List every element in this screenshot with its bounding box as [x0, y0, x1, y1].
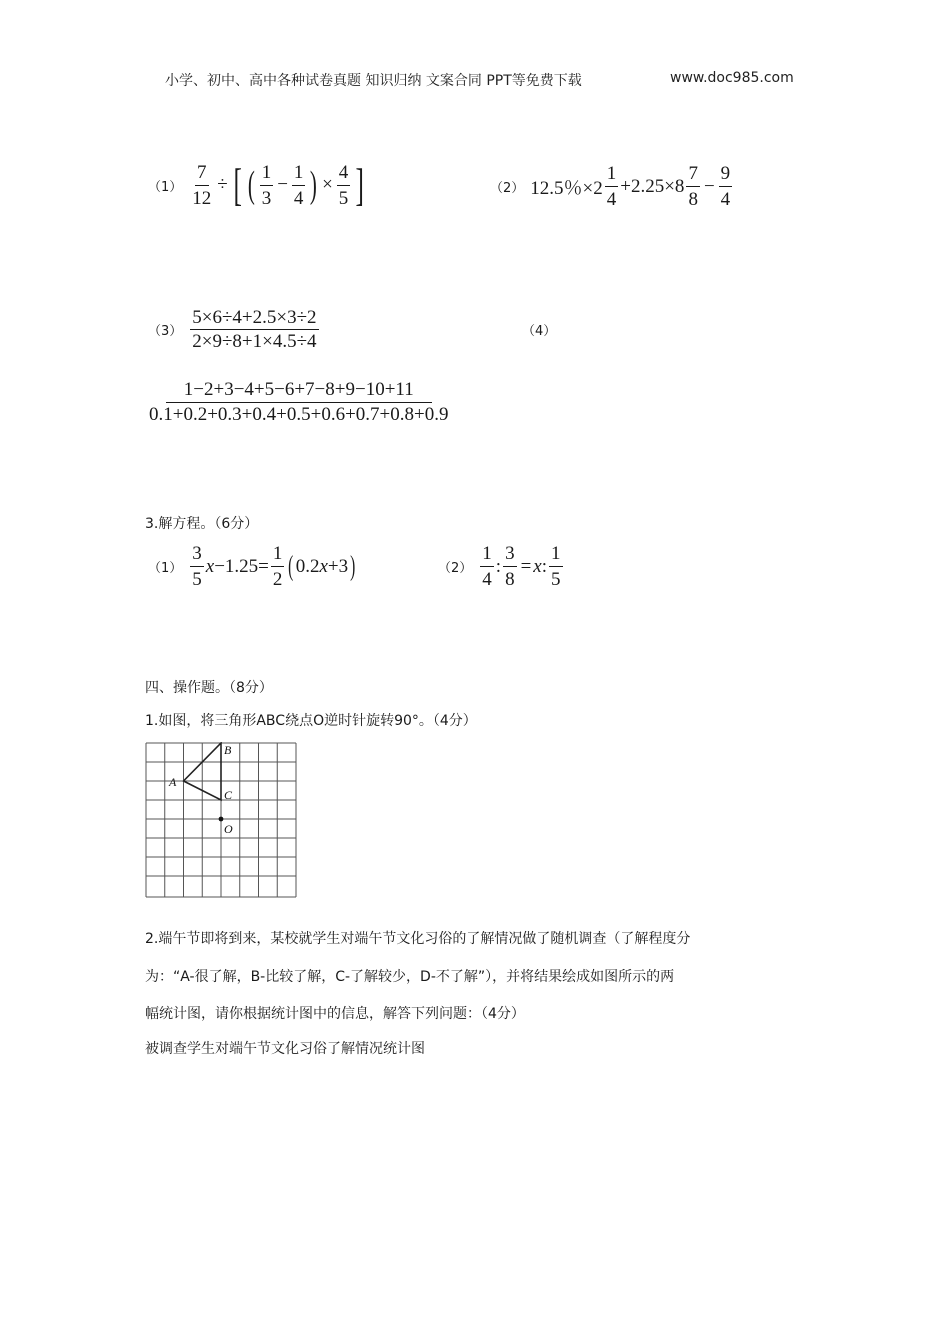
frac-1-4c: $\frac{1}{4}$ [482, 543, 492, 590]
eq1-label: （1） [148, 561, 183, 576]
equation-1 [148, 544, 357, 589]
calc-q1 [148, 159, 368, 210]
ratio-colon-2: : [541, 555, 547, 577]
frac-1-3: $\frac{1}{3}$ [261, 161, 272, 209]
frac-q4: $\frac{1-2+3-4+5-6+7-8+9-10+11}{0.1+0.2+0.3+0.4+0.5+0.6+0.7+0.8+0.9}$ [149, 379, 449, 425]
calc-q2 [490, 164, 734, 209]
div-sign: ÷ [217, 174, 228, 195]
frac-1-5: $\frac{1}{5}$ [551, 543, 561, 590]
minus-sign-2: − [703, 175, 715, 197]
var-x: x [205, 555, 215, 577]
calc-q2-part2: +2.25×8 [620, 175, 685, 197]
frac-4-5: $\frac{4}{5}$ [338, 161, 349, 209]
calc-q3 [148, 306, 321, 353]
header-url[interactable]: www.doc985.com [670, 70, 794, 86]
section3-title: 3.解方程。（6分） [145, 516, 259, 532]
eq1-lparen: ( [288, 550, 294, 582]
frac-7-12: $\frac{7}{12}$ [192, 161, 212, 209]
right-paren: ) [310, 164, 318, 206]
calc-q1-label: （1） [148, 179, 183, 195]
section4-q2-line2: 为：“A-很了解，B-比较了解，C-了解较少，D-不了解”），并将结果绘成如图所示的两 [145, 969, 675, 985]
calc-q2-part1: 12.5％×2 [530, 178, 603, 199]
section4-q2-line3: 幅统计图，请你根据统计图中的信息，解答下列问题：（4分） [145, 1006, 525, 1022]
times-sign: × [322, 174, 333, 195]
frac-1-2: $\frac{1}{2}$ [272, 543, 283, 590]
section4-q1: 1.如图，将三角形ABC绕点O逆时针旋转90°。（4分） [145, 713, 477, 729]
frac-9-4: $\frac{9}{4}$ [720, 163, 731, 210]
ratio-colon: : [495, 555, 502, 577]
frac-3-5: $\frac{3}{5}$ [192, 543, 202, 590]
point-o [219, 817, 224, 822]
frac-1-4: $\frac{1}{4}$ [293, 161, 304, 209]
equals-sign: = [520, 555, 532, 577]
chart-title: 被调查学生对端午节文化习俗了解情况统计图 [145, 1041, 425, 1057]
frac-q3: $\frac{5\times 6\div 4+2.5\times 3\div 2}{2\times 9\div 8+1\times 4.5\div 4}$ [192, 307, 317, 352]
eq1-tail: +3 [327, 555, 349, 577]
label-c: C [224, 788, 233, 802]
frac-1-4b: $\frac{1}{4}$ [606, 163, 617, 210]
left-paren: ( [247, 164, 255, 206]
calc-q4-label: （4） [522, 324, 557, 339]
label-a: A [169, 775, 177, 789]
calc-q4 [145, 380, 452, 426]
eq1-rparen: ) [350, 550, 356, 582]
minus-sign: − [277, 174, 288, 195]
right-bracket: ] [355, 159, 365, 210]
label-o: O [224, 822, 233, 836]
section4-q2-line1: 2.端午节即将到来，某校就学生对端午节文化习俗的了解情况做了随机调查（了解程度分 [145, 931, 691, 947]
eq1-mid: −1.25= [214, 555, 269, 577]
var-x-3: x [533, 555, 542, 577]
left-bracket: [ [233, 159, 242, 210]
equation-2 [438, 544, 565, 589]
frac-7-8: $\frac{7}{8}$ [688, 163, 698, 210]
rotation-grid-figure [145, 742, 297, 898]
label-b: B [224, 743, 232, 757]
calc-q3-label: （3） [148, 324, 183, 339]
header-text: 小学、初中、高中各种试卷真题 知识归纳 文案合同 PPT等免费下载 [165, 73, 582, 89]
frac-3-8: $\frac{3}{8}$ [505, 543, 515, 590]
eq1-inner: 0.2 [295, 555, 320, 577]
eq2-label: （2） [438, 561, 473, 576]
section4-title: 四、操作题。（8分） [145, 680, 273, 696]
var-x-2: x [319, 555, 328, 577]
calc-q2-label: （2） [490, 181, 525, 196]
